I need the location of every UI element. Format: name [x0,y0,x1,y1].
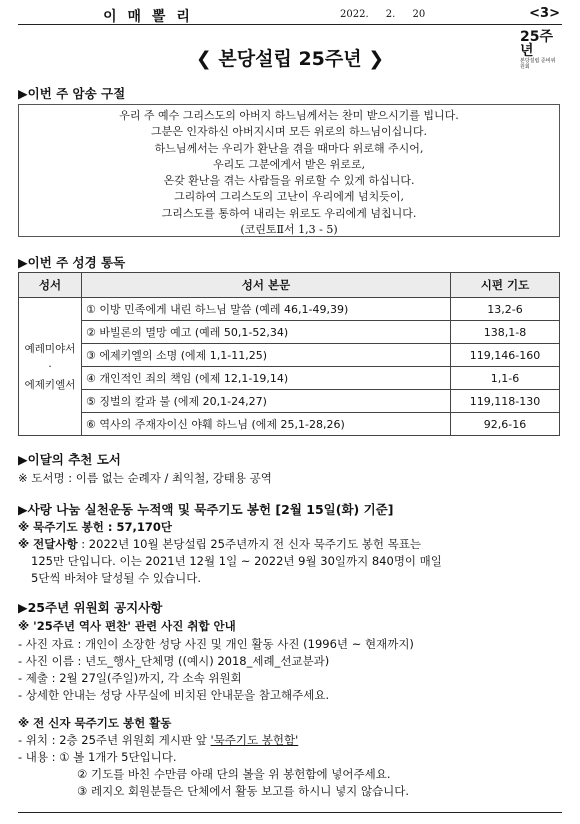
passage-cell: ③ 에제키엘의 소명 (에제 1,1-11,25) [82,344,451,367]
verse-line: 우리 주 예수 그리스도의 아버지 하느님께서는 찬미 받으시기를 빕니다. [119,109,459,122]
passage-cell: ④ 개인적인 죄의 책임 (에제 12,1-19,14) [82,367,451,390]
table-row [19,298,560,321]
psalm-cell: 92,6-16 [451,413,560,436]
location-prefix: - 위치 : 2층 25주년 위원회 게시판 앞 [18,733,211,747]
psalm-cell: 1,1-6 [451,367,560,390]
psalm-cell: 119,146-160 [451,344,560,367]
table-row [19,390,560,413]
logo-caption: 본당설립 준비위원회 [520,58,556,70]
delivery-label: ※ 전달사항 [18,537,78,551]
header-rule [18,24,562,25]
logo-mark: 25주년 [520,29,554,59]
table-row [19,367,560,390]
psalm-cell: 119,118-130 [451,390,560,413]
anniversary-logo [520,29,556,70]
photo-notice-heading: ※ '25주년 역사 편찬' 관련 사진 취합 안내 [18,619,236,633]
book-separator: · [48,360,52,373]
page-banner: ❮ 본당설립 25주년 ❯ [195,48,385,70]
photo-notice-line: - 상세한 안내는 성당 사무실에 비치된 안내문을 참고해주세요. [18,688,330,702]
photo-notice-line: - 사진 이름 : 년도_행사_단체명 ((예시) 2018_세례_선교분과) [18,654,330,668]
content-item: ① 볼 1개가 5단입니다. [59,750,177,764]
rosary-activity-heading: ※ 전 신자 묵주기도 봉헌 활동 [18,716,172,730]
verse-reference: (코린토Ⅱ서 1,3 - 5) [240,223,338,237]
header-psalm: 시편 기도 [451,273,560,298]
rosary-content [18,749,177,765]
rosary-location [18,732,298,748]
rosary-box-name: '묵주기도 봉헌함' [210,733,299,747]
newsletter-title: 이 매 뽈 리 [103,9,193,25]
section-title-recommended-book: ▶이달의 추천 도서 [18,452,121,467]
passage-cell: ② 바빌론의 멸망 예고 (예레 50,1-52,34) [82,321,451,344]
section-title-bible-reading: ▶이번 주 성경 통독 [18,255,126,270]
verse-line: 그리하여 그리스도의 고난이 우리에게 넘치듯이, [173,190,404,204]
passage-cell: ⑥ 역사의 주재자이신 야훼 하느님 (에제 25,1-28,26) [82,413,451,436]
header-book: 성서 [19,273,82,298]
content-item: ② 기도를 바친 수만큼 아래 단의 볼을 위 봉헌함에 넣어주세요. [77,767,391,781]
photo-notice-line: - 제출 : 2월 27일(주일)까지, 각 소속 위원회 [18,671,242,685]
table-row [19,344,560,367]
content-item: ③ 레지오 회원분들은 단체에서 활동 보고를 하시니 넣지 않습니다. [77,784,410,798]
book-name: 에제키엘서 [24,378,76,391]
memory-verse-box [18,104,560,237]
delivery-text: : 2022년 10월 본당설립 25주년까지 전 신자 묵주기도 봉헌 목표는 [77,537,421,551]
verse-line: 우리도 그분에게서 받은 위로로, [212,157,366,171]
page-number: <3> [529,6,560,21]
book-cell [19,298,82,436]
psalm-cell: 13,2-6 [451,298,560,321]
psalm-cell: 138,1-8 [451,321,560,344]
section-title-committee-notice: ▶25주년 위원회 공지사항 [18,600,163,615]
footer-rule [18,812,562,813]
book-name: 예레미야서 [24,342,76,355]
passage-cell: ① 이방 민족에게 내린 하느님 말씀 (예레 46,1-49,39) [82,298,451,321]
section-title-love-sharing: ▶사랑 나눔 실천운동 누적액 및 묵주기도 봉헌 [2월 15일(화) 기준] [18,502,394,517]
table-row [19,413,560,436]
table-header-row [19,273,560,298]
verse-line: 그리스도를 통하여 내리는 위로도 우리에게 넘칩니다. [161,206,417,220]
verse-line: 온갖 환난을 겪는 사람들을 위로할 수 있게 하십니다. [163,174,415,188]
photo-notice-line: - 사진 자료 : 개인이 소장한 성당 사진 및 개인 활동 사진 (1996년 ~ 현재까지) [18,637,414,651]
bible-reading-table [18,272,560,436]
verse-line: 그분은 인자하신 아버지시며 모든 위로의 하느님이십니다. [150,125,427,139]
delivery-line [18,536,421,552]
rosary-total: ※ 묵주기도 봉헌 : 57,170단 [18,520,172,534]
header-passage: 성서 본문 [82,273,451,298]
page-header [18,4,562,26]
issue-date: 2022. 2. 20 [340,9,426,20]
content-prefix: - 내용 : [18,750,60,764]
table-row [19,321,560,344]
delivery-line: 125만 단입니다. 이는 2021년 12월 1일 ~ 2022년 9월 30일까지 840명이 매일 [31,554,442,568]
passage-cell: ⑤ 징벌의 칼과 불 (에제 20,1-24,27) [82,390,451,413]
book-info: ※ 도서명 : 이름 없는 순례자 / 최익철, 강태용 공역 [18,471,272,485]
section-title-memory-verse: ▶이번 주 암송 구절 [18,86,126,101]
delivery-line: 5단씩 바쳐야 달성될 수 있습니다. [31,571,202,585]
verse-line: 하느님께서는 우리가 환난을 겪을 때마다 위로해 주시어, [154,141,424,155]
